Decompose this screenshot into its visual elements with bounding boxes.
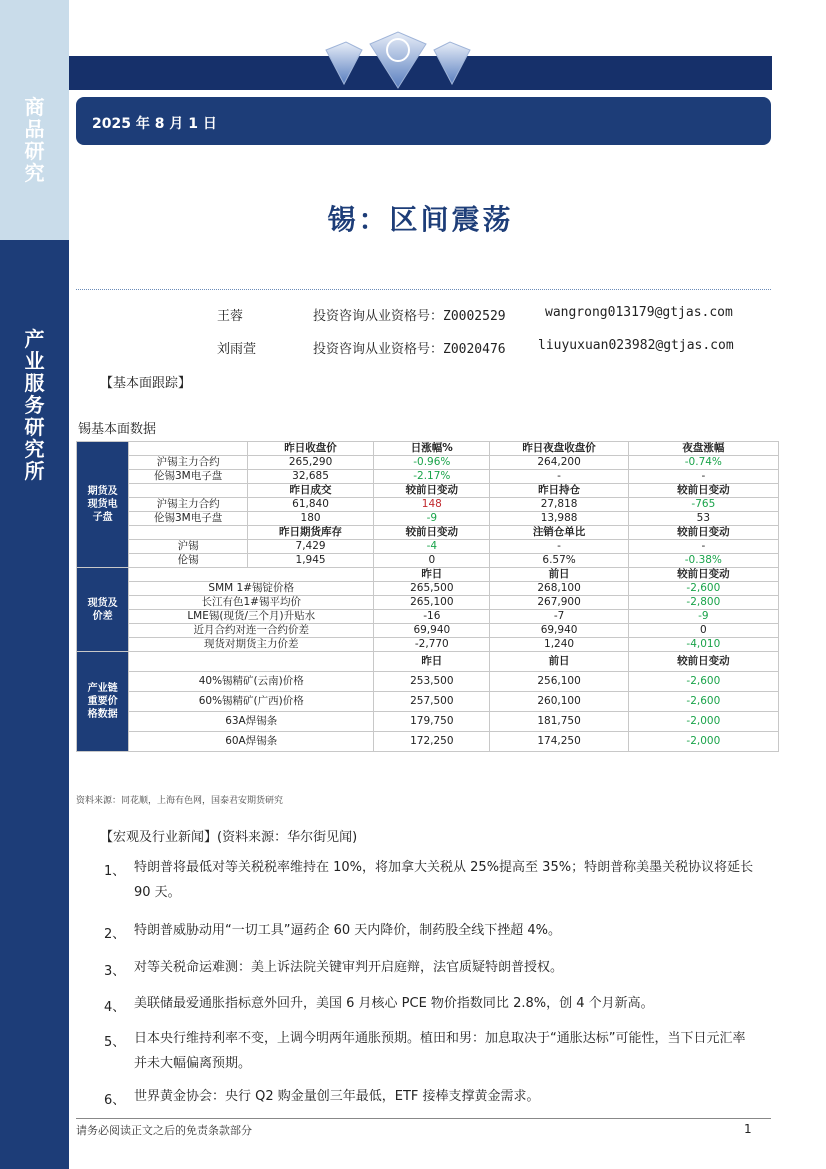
author-email[interactable]: wangrong013179@gtjas.com [545, 305, 733, 320]
footer-divider [76, 1118, 771, 1119]
column-header: 较前日变动 [628, 526, 778, 540]
column-header: 较前日变动 [374, 484, 490, 498]
table-row: 伦锡 1,945 0 6.57% -0.38% [77, 554, 779, 568]
table-row: 伦锡3M电子盘 32,685 -2.17% - - [77, 470, 779, 484]
column-header: 昨日夜盘收盘价 [490, 442, 628, 456]
author-qualification: 投资咨询从业资格号：Z0002529 [313, 309, 506, 324]
news-section-heading: 【宏观及行业新闻】(资料来源：华尔街见闻) [100, 830, 358, 845]
table-row: 60A焊锡条 172,250 174,250 -2,000 [77, 732, 779, 752]
news-number: 4、 [104, 1000, 126, 1015]
report-title: 锡：区间震荡 [327, 203, 514, 236]
news-item: 美联储最爱通胀指标意外回升，美国 6 月核心 PCE 物价指数同比 2.8%，创 4 个月新高。 [134, 996, 654, 1011]
table-row: 沪锡主力合约 265,290 -0.96% 264,200 -0.74% [77, 456, 779, 470]
column-header: 较前日变动 [628, 652, 778, 672]
news-item: 日本央行维持利率不变，上调今明两年通胀预期。植田和男：加息取决于“通胀达标”可能性，当下日元汇率并未大幅偏离预期。 [134, 1031, 746, 1071]
column-header: 昨日收盘价 [247, 442, 373, 456]
divider [76, 289, 771, 290]
column-header: 昨日成交 [247, 484, 373, 498]
author-name: 王蓉 [217, 309, 244, 324]
column-header: 较前日变动 [374, 526, 490, 540]
sidebar-top-label: 商 品 研 究 [24, 95, 45, 185]
news-number: 3、 [104, 964, 126, 979]
table-row: 沪锡 7,429 -4 - - [77, 540, 779, 554]
news-number: 5、 [104, 1035, 126, 1050]
disclaimer-note: 请务必阅读正文之后的免责条款部分 [76, 1124, 252, 1137]
author-email[interactable]: liuyuxuan023982@gtjas.com [538, 338, 734, 353]
table-row: 60%锡精矿(广西)价格 257,500 260,100 -2,600 [77, 692, 779, 712]
sidebar-bottom-panel [0, 240, 69, 1169]
page-number: 1 [744, 1122, 752, 1136]
table-row: LME锡(现货/三个月)升贴水 -16 -7 -9 [77, 610, 779, 624]
table-row: 40%锡精矿(云南)价格 253,500 256,100 -2,600 [77, 672, 779, 692]
sidebar-top-panel [0, 0, 69, 240]
column-header: 昨日持仓 [490, 484, 628, 498]
column-header: 前日 [490, 568, 628, 582]
table-title: 锡基本面数据 [78, 422, 157, 437]
table-row: 近月合约对连一合约价差 69,940 69,940 0 [77, 624, 779, 638]
table-row: 现货对期货主力价差 -2,770 1,240 -4,010 [77, 638, 779, 652]
category-label: 产业链重要价格数据 [77, 652, 129, 752]
news-number: 2、 [104, 927, 126, 942]
author-qualification: 投资咨询从业资格号：Z0020476 [313, 342, 506, 357]
column-header: 较前日变动 [628, 568, 778, 582]
news-item: 对等关税命运难测：美上诉法院关键审判开启庭辩，法官质疑特朗普授权。 [134, 960, 564, 975]
diamond-logo-icon [318, 28, 478, 90]
news-number: 1、 [104, 864, 126, 879]
data-source-note: 资料来源：同花顺，上海有色网，国泰君安期货研究 [76, 796, 284, 806]
table-row: 沪锡主力合约 61,840 148 27,818 -765 [77, 498, 779, 512]
column-header: 昨日 [374, 568, 490, 582]
news-number: 6、 [104, 1093, 126, 1108]
category-label: 期货及现货电子盘 [77, 442, 129, 568]
column-header: 昨日 [374, 652, 490, 672]
column-header: 夜盘涨幅 [628, 442, 778, 456]
category-label: 现货及价差 [77, 568, 129, 652]
sidebar-bottom-label: 产 业 服 务 研 究 所 [24, 327, 45, 483]
news-item: 世界黄金协会：央行 Q2 购金量创三年最低，ETF 接棒支撑黄金需求。 [134, 1089, 540, 1104]
column-header: 日涨幅% [374, 442, 490, 456]
table-row: 长江有色1#锡平均价 265,100 267,900 -2,800 [77, 596, 779, 610]
fundamental-table [76, 441, 779, 752]
author-name: 刘雨萱 [217, 342, 257, 357]
column-header: 昨日期货库存 [247, 526, 373, 540]
section-fundamental-heading: 【基本面跟踪】 [100, 376, 192, 391]
news-item: 特朗普威胁动用“一切工具”逼药企 60 天内降价，制药股全线下挫超 4%。 [134, 923, 562, 938]
report-date: 2025 年 8 月 1 日 [92, 116, 217, 132]
column-header: 注销仓单比 [490, 526, 628, 540]
table-row: 伦锡3M电子盘 180 -9 13,988 53 [77, 512, 779, 526]
news-item: 特朗普将最低对等关税税率维持在 10%，将加拿大关税从 25%提高至 35%；特朗普称美墨关税协议将延长 90 天。 [134, 860, 754, 900]
table-row: SMM 1#锡锭价格 265,500 268,100 -2,600 [77, 582, 779, 596]
column-header: 前日 [490, 652, 628, 672]
column-header: 较前日变动 [628, 484, 778, 498]
table-row: 63A焊锡条 179,750 181,750 -2,000 [77, 712, 779, 732]
